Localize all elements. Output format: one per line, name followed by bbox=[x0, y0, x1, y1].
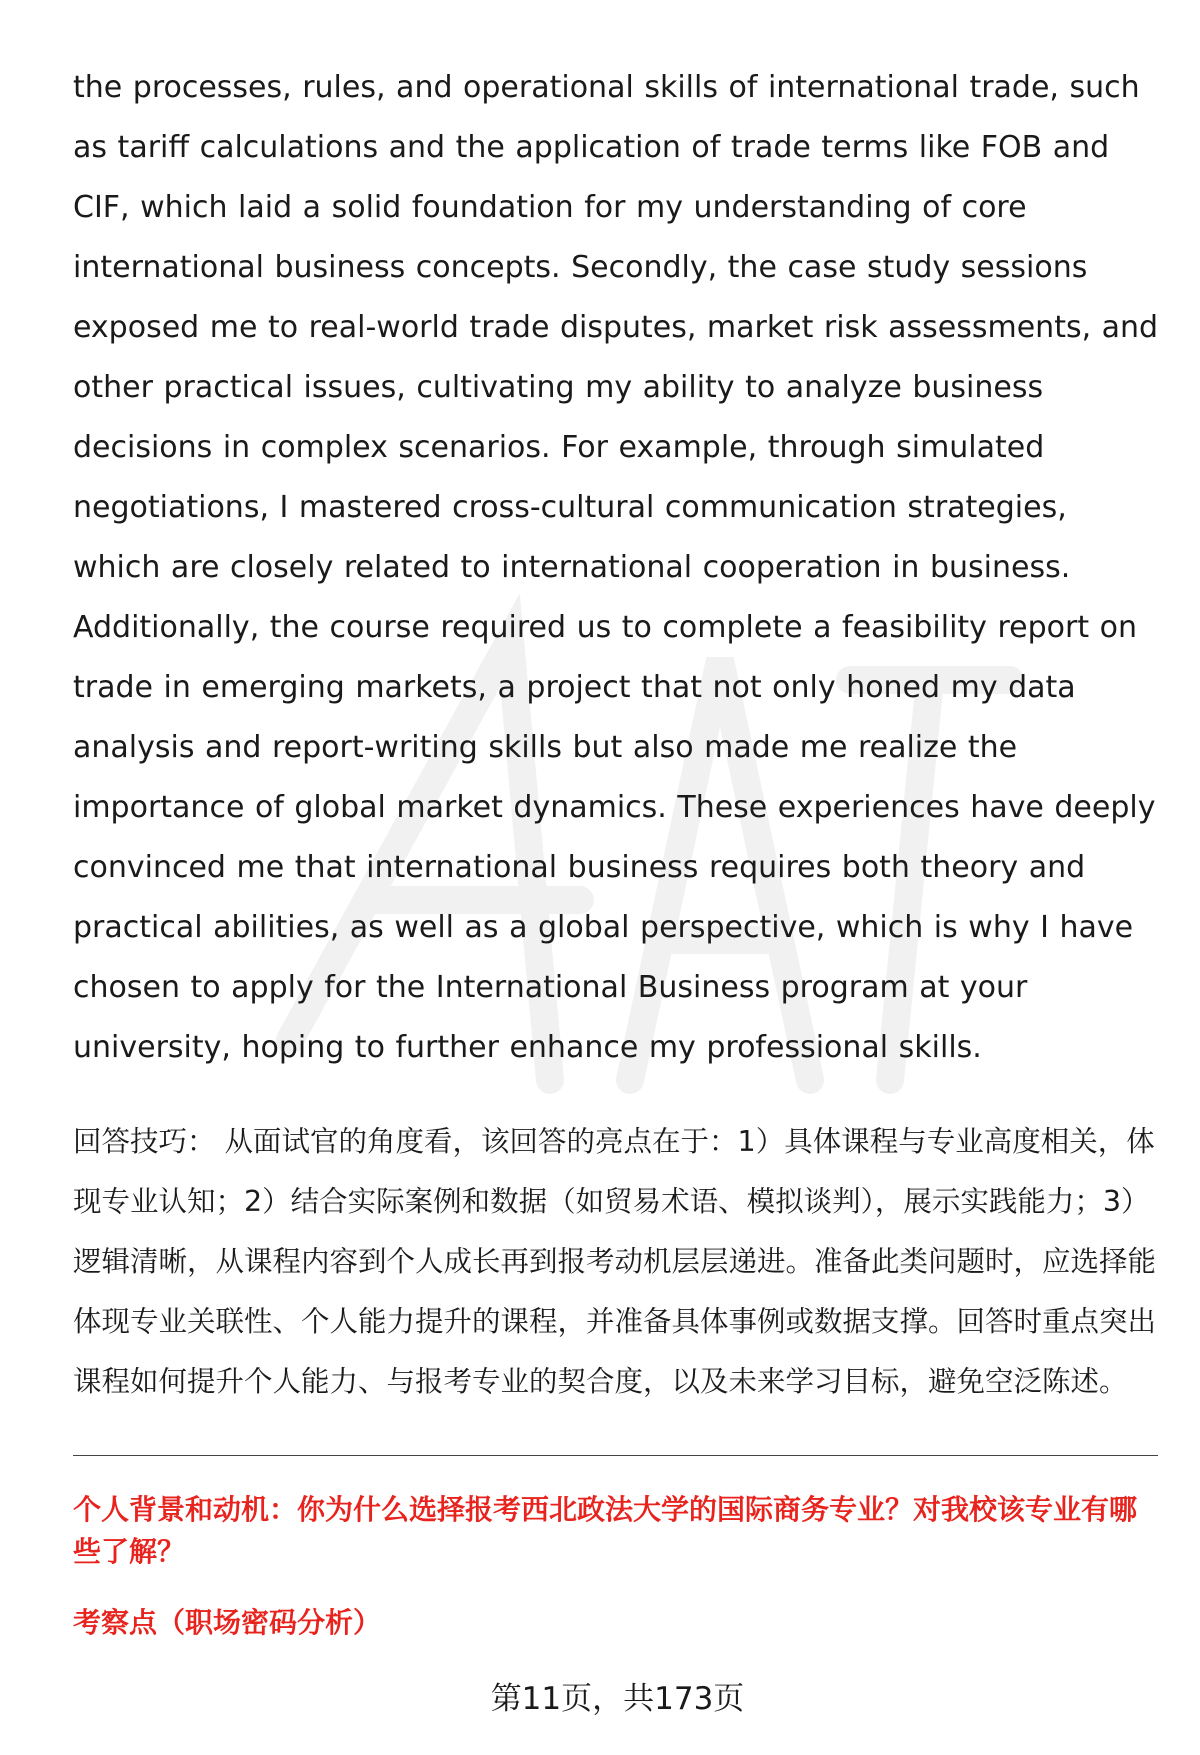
section-divider bbox=[73, 1455, 1158, 1456]
document-page bbox=[73, 58, 1163, 1643]
page-indicator: 第11页，共173页 bbox=[490, 1681, 745, 1717]
section-heading: 考察点（职场密码分析） bbox=[73, 1606, 382, 1639]
question-title: 个人背景和动机：你为什么选择报考西北政法大学的国际商务专业？对我校该专业有哪些了解？ bbox=[73, 1493, 1138, 1568]
answer-english-paragraph: the processes, rules, and operational skills of international trade, such as tariff calculations and the application of trade terms like FOB and CIF, which laid a solid foundation for my understanding of core international business concepts. Secondly, the case study sessions exposed me to real-world trade disputes, market risk assessments, and other practical issues, cultivating my ability to analyze business decisions in complex scenarios. For example, through simulated negotiations, I mastered cross-cultural communication strategies, which are closely related to international cooperation in business. Additionally, the course required us to complete a feasibility report on trade in emerging markets, a project that not only honed my data analysis and report-writing skills but also made me realize the importance of global market dynamics. These experiences have deeply convinced me that international business requires both theory and practical abilities, as well as a global perspective, which is why I have chosen to apply for the International Business program at your university, hoping to further enhance my professional skills. bbox=[73, 70, 1159, 1065]
answer-tips-paragraph: 回答技巧： 从面试官的角度看，该回答的亮点在于：1）具体课程与专业高度相关，体现专业认知；2）结合实际案例和数据（如贸易术语、模拟谈判），展示实践能力；3）逻辑清晰，从课程内容到个人成长再到报考动机层层递进。准备此类问题时，应选择能体现专业关联性、个人能力提升的课程，并准备具体事例或数据支撑。回答时重点突出课程如何提升个人能力、与报考专业的契合度，以及未来学习目标，避免空泛陈述。 bbox=[73, 1125, 1157, 1398]
